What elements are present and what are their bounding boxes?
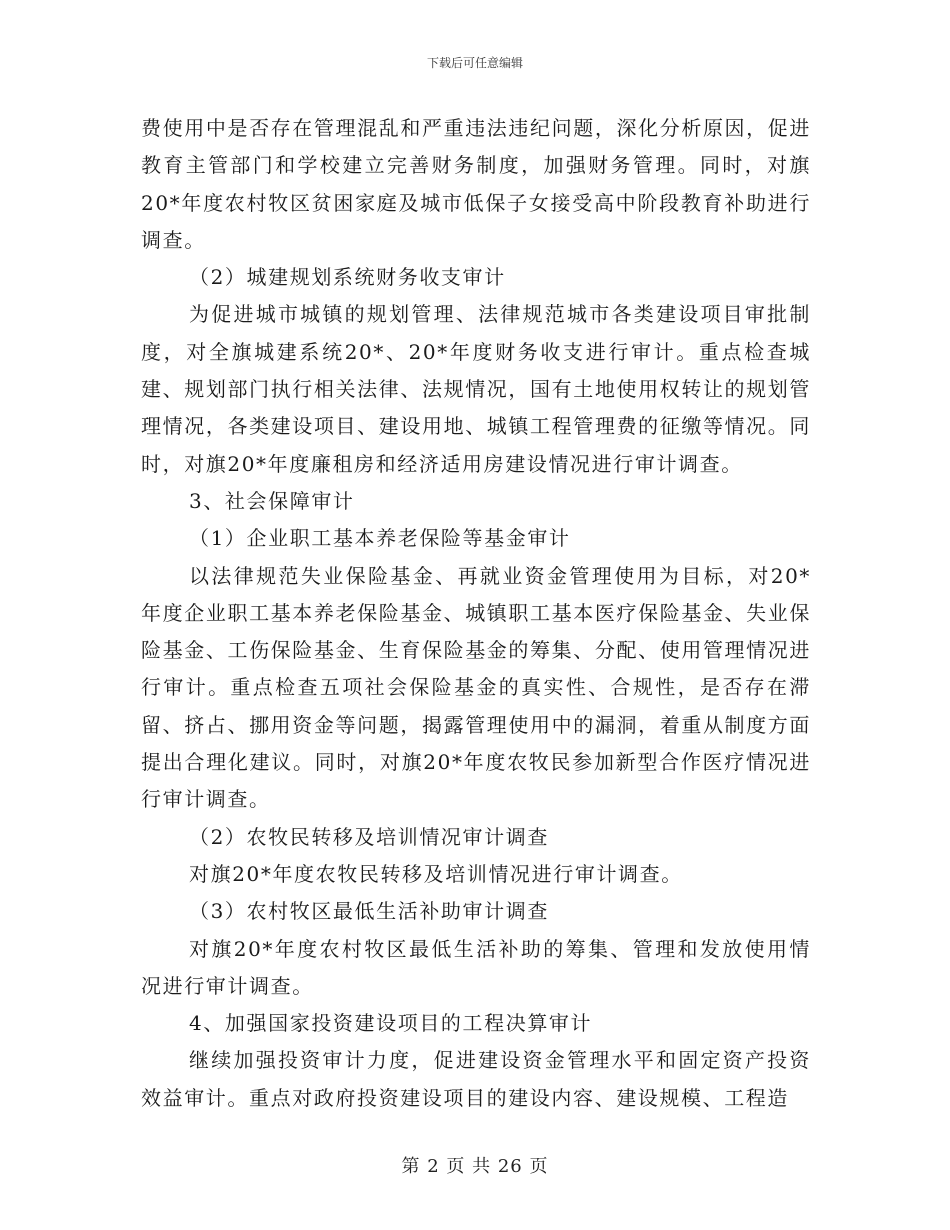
paragraph-1: 费使用中是否存在管理混乱和严重违法违纪问题，深化分析原因，促进教育主管部门和学校建立完善财务制度，加强财务管理。同时，对旗20*年度农村牧区贫困家庭及城市低保子女接受高中阶段教育补助进行调查。 <box>141 116 811 252</box>
heading-investment-project-audit: 4、加强国家投资建设项目的工程决算审计 <box>189 1011 593 1036</box>
paragraph-min-living-allowance: 对旗20*年度农村牧区最低生活补助的筹集、管理和发放使用情况进行审计调查。 <box>141 936 811 998</box>
paragraph-investment-project: 继续加强投资审计力度，促进建设资金管理水平和固定资产投资效益审计。重点对政府投资建设项目的建设内容、建设规模、工程造 <box>141 1048 811 1110</box>
paragraph-pension-fund: 以法律规范失业保险基金、再就业资金管理使用为目标，对20*年度企业职工基本养老保险基金、城镇职工基本医疗保险基金、失业保险基金、工伤保险基金、生育保险基金的筹集、分配、使用管理情况进行审计。重点检查五项社会保险基金的真实性、合规性，是否存在滞留、挤占、挪用资金等问题，揭露管理使用中的漏洞，着重从制度方面提出合理化建议。同时，对旗20*年度农牧民参加新型合作医疗情况进行审计调查。 <box>141 563 811 812</box>
heading-pension-fund-audit: （1）企业职工基本养老保险等基金审计 <box>189 526 571 551</box>
paragraph-migrant-training: 对旗20*年度农牧民转移及培训情况进行审计调查。 <box>189 861 683 886</box>
page-footer: 第 2 页 共 26 页 <box>401 1156 549 1177</box>
heading-min-living-allowance-audit: （3）农村牧区最低生活补助审计调查 <box>189 899 549 924</box>
heading-urban-planning-audit: （2）城建规划系统财务收支审计 <box>189 265 506 290</box>
page-header: 下载后可任意编辑 <box>426 56 523 70</box>
heading-migrant-training-audit: （2）农牧民转移及培训情况审计调查 <box>189 824 549 849</box>
heading-social-security-audit: 3、社会保障审计 <box>189 488 355 513</box>
document-body <box>141 110 811 1117</box>
paragraph-urban-planning: 为促进城市城镇的规划管理、法律规范城市各类建设项目审批制度，对全旗城建系统20*、20*年度财务收支进行审计。重点检查城建、规划部门执行相关法律、法规情况，国有土地使用权转让的规划管理情况，各类建设项目、建设用地、城镇工程管理费的征缴等情况。同时，对旗20*年度廉租房和经济适用房建设情况进行审计调查。 <box>141 302 811 476</box>
